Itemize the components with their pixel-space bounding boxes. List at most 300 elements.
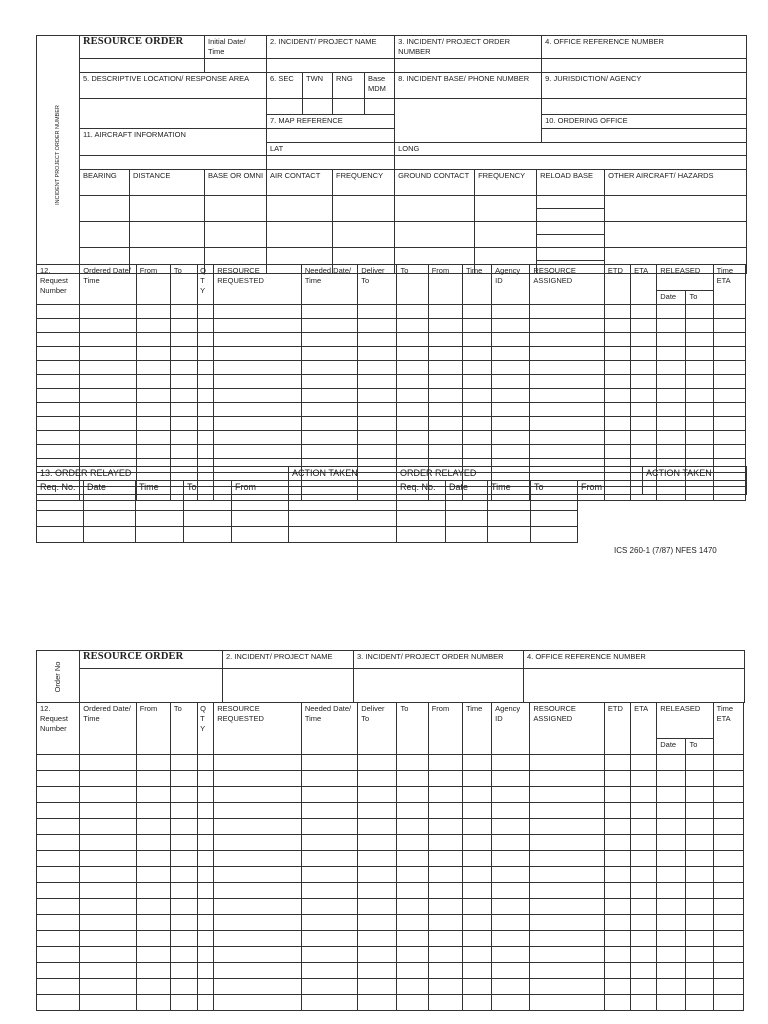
table-cell[interactable] (37, 375, 80, 389)
table-cell[interactable] (301, 803, 357, 819)
table-cell[interactable] (301, 319, 357, 333)
table-cell[interactable] (657, 899, 686, 915)
table-cell[interactable] (198, 389, 214, 403)
table-cell[interactable] (604, 995, 630, 1011)
table-cell[interactable] (80, 819, 136, 835)
table-cell[interactable] (301, 931, 357, 947)
table-cell[interactable] (531, 511, 578, 527)
table-cell[interactable] (713, 431, 745, 445)
table-cell[interactable] (713, 947, 743, 963)
table-cell[interactable] (492, 403, 530, 417)
table-cell[interactable] (170, 963, 197, 979)
table-cell[interactable] (80, 979, 136, 995)
table-cell[interactable] (198, 931, 214, 947)
table-cell[interactable] (446, 527, 488, 543)
table-cell[interactable] (184, 495, 232, 511)
table-cell[interactable] (397, 511, 446, 527)
table-cell[interactable] (358, 319, 397, 333)
table-cell[interactable] (713, 915, 743, 931)
table-cell[interactable] (713, 445, 745, 459)
table-cell[interactable] (37, 445, 80, 459)
table-cell[interactable] (170, 305, 197, 319)
form2-title-field[interactable] (80, 669, 223, 703)
table-cell[interactable] (170, 389, 197, 403)
table-cell[interactable] (428, 931, 462, 947)
table-cell[interactable] (604, 867, 630, 883)
table-cell[interactable] (170, 915, 197, 931)
table-cell[interactable] (214, 851, 302, 867)
table-cell[interactable] (84, 495, 136, 511)
table-cell[interactable] (428, 883, 462, 899)
table-cell[interactable] (198, 771, 214, 787)
table-cell[interactable] (492, 305, 530, 319)
table-cell[interactable] (397, 867, 428, 883)
table-cell[interactable] (397, 947, 428, 963)
table-cell[interactable] (686, 867, 713, 883)
table-cell[interactable] (214, 305, 302, 319)
table-cell[interactable] (214, 979, 302, 995)
table-cell[interactable] (462, 361, 491, 375)
table-cell[interactable] (37, 803, 80, 819)
frequency2-field[interactable] (475, 222, 537, 248)
table-cell[interactable] (488, 527, 531, 543)
table-cell[interactable] (136, 375, 170, 389)
table-cell[interactable] (136, 511, 184, 527)
table-cell[interactable] (80, 947, 136, 963)
table-cell[interactable] (462, 915, 491, 931)
table-cell[interactable] (686, 851, 713, 867)
table-cell[interactable] (631, 915, 657, 931)
table-cell[interactable] (604, 931, 630, 947)
table-cell[interactable] (136, 431, 170, 445)
table-cell[interactable] (37, 431, 80, 445)
table-cell[interactable] (631, 431, 657, 445)
table-cell[interactable] (492, 375, 530, 389)
table-cell[interactable] (462, 771, 491, 787)
table-cell[interactable] (37, 947, 80, 963)
table-cell[interactable] (492, 867, 530, 883)
table-cell[interactable] (428, 787, 462, 803)
table-cell[interactable] (488, 511, 531, 527)
table-cell[interactable] (604, 403, 630, 417)
table-cell[interactable] (198, 819, 214, 835)
table-cell[interactable] (37, 511, 84, 527)
twn-field[interactable] (303, 99, 333, 115)
table-cell[interactable] (492, 787, 530, 803)
table-cell[interactable] (170, 931, 197, 947)
table-cell[interactable] (530, 771, 605, 787)
title-field[interactable] (80, 59, 205, 73)
table-cell[interactable] (492, 851, 530, 867)
table-cell[interactable] (184, 511, 232, 527)
table-cell[interactable] (214, 375, 302, 389)
table-cell[interactable] (170, 375, 197, 389)
table-cell[interactable] (358, 995, 397, 1011)
table-cell[interactable] (214, 995, 302, 1011)
table-cell[interactable] (530, 835, 605, 851)
table-cell[interactable] (713, 787, 743, 803)
table-cell[interactable] (232, 495, 289, 511)
table-cell[interactable] (358, 755, 397, 771)
table-cell[interactable] (492, 417, 530, 431)
table-cell[interactable] (462, 803, 491, 819)
table-cell[interactable] (604, 947, 630, 963)
table-cell[interactable] (80, 417, 136, 431)
table-cell[interactable] (631, 819, 657, 835)
table-cell[interactable] (80, 915, 136, 931)
table-cell[interactable] (301, 819, 357, 835)
table-cell[interactable] (657, 305, 686, 319)
table-cell[interactable] (631, 803, 657, 819)
table-cell[interactable] (686, 403, 713, 417)
bearing-field[interactable] (80, 222, 130, 248)
table-cell[interactable] (462, 403, 491, 417)
table-cell[interactable] (631, 787, 657, 803)
table-cell[interactable] (446, 495, 488, 511)
table-cell[interactable] (631, 347, 657, 361)
table-cell[interactable] (604, 787, 630, 803)
table-cell[interactable] (136, 979, 170, 995)
table-cell[interactable] (37, 305, 80, 319)
table-cell[interactable] (428, 305, 462, 319)
table-cell[interactable] (170, 883, 197, 899)
ground-contact-field[interactable] (395, 196, 475, 222)
table-cell[interactable] (80, 963, 136, 979)
table-cell[interactable] (397, 333, 428, 347)
table-cell[interactable] (492, 995, 530, 1011)
base-or-omni-field[interactable] (205, 196, 267, 222)
table-cell[interactable] (80, 319, 136, 333)
table-cell[interactable] (37, 915, 80, 931)
table-cell[interactable] (80, 899, 136, 915)
base-or-omni-field[interactable] (205, 222, 267, 248)
table-cell[interactable] (37, 867, 80, 883)
table-cell[interactable] (604, 899, 630, 915)
table-cell[interactable] (492, 319, 530, 333)
table-cell[interactable] (37, 319, 80, 333)
table-cell[interactable] (530, 947, 605, 963)
table-cell[interactable] (686, 899, 713, 915)
table-cell[interactable] (358, 347, 397, 361)
table-cell[interactable] (170, 403, 197, 417)
table-cell[interactable] (631, 979, 657, 995)
table-cell[interactable] (428, 851, 462, 867)
form2-office-reference-field[interactable] (524, 669, 745, 703)
table-cell[interactable] (37, 819, 80, 835)
table-cell[interactable] (198, 963, 214, 979)
table-cell[interactable] (428, 375, 462, 389)
base-mdm-field[interactable] (365, 99, 395, 115)
table-cell[interactable] (428, 361, 462, 375)
table-cell[interactable] (604, 445, 630, 459)
table-cell[interactable] (397, 375, 428, 389)
table-cell[interactable] (428, 995, 462, 1011)
table-cell[interactable] (37, 835, 80, 851)
frequency-field[interactable] (333, 222, 395, 248)
table-cell[interactable] (80, 995, 136, 1011)
table-cell[interactable] (301, 389, 357, 403)
table-cell[interactable] (358, 305, 397, 319)
table-cell[interactable] (397, 835, 428, 851)
table-cell[interactable] (604, 431, 630, 445)
table-cell[interactable] (657, 835, 686, 851)
table-cell[interactable] (713, 995, 743, 1011)
table-cell[interactable] (84, 511, 136, 527)
table-cell[interactable] (713, 931, 743, 947)
table-cell[interactable] (492, 347, 530, 361)
table-cell[interactable] (530, 979, 605, 995)
table-cell[interactable] (530, 931, 605, 947)
form2-incident-name-field[interactable] (223, 669, 354, 703)
table-cell[interactable] (358, 803, 397, 819)
table-cell[interactable] (713, 403, 745, 417)
table-cell[interactable] (462, 305, 491, 319)
table-cell[interactable] (657, 931, 686, 947)
table-cell[interactable] (214, 389, 302, 403)
table-cell[interactable] (397, 803, 428, 819)
table-cell[interactable] (358, 979, 397, 995)
table-cell[interactable] (397, 319, 428, 333)
table-cell[interactable] (37, 389, 80, 403)
table-cell[interactable] (136, 867, 170, 883)
table-cell[interactable] (232, 527, 289, 543)
table-cell[interactable] (657, 417, 686, 431)
table-cell[interactable] (657, 347, 686, 361)
table-cell[interactable] (530, 963, 605, 979)
table-cell[interactable] (170, 979, 197, 995)
table-cell[interactable] (37, 347, 80, 361)
table-cell[interactable] (214, 899, 302, 915)
table-cell[interactable] (462, 375, 491, 389)
table-cell[interactable] (80, 755, 136, 771)
table-cell[interactable] (214, 947, 302, 963)
table-cell[interactable] (686, 431, 713, 445)
distance-field[interactable] (130, 222, 205, 248)
table-cell[interactable] (462, 445, 491, 459)
table-cell[interactable] (358, 963, 397, 979)
table-cell[interactable] (80, 771, 136, 787)
frequency-field[interactable] (333, 196, 395, 222)
table-cell[interactable] (428, 445, 462, 459)
table-cell[interactable] (358, 771, 397, 787)
jurisdiction-agency-field[interactable] (542, 99, 747, 115)
table-cell[interactable] (657, 995, 686, 1011)
table-cell[interactable] (604, 347, 630, 361)
table-cell[interactable] (397, 979, 428, 995)
table-cell[interactable] (136, 915, 170, 931)
table-cell[interactable] (492, 819, 530, 835)
table-cell[interactable] (136, 787, 170, 803)
table-cell[interactable] (358, 931, 397, 947)
table-cell[interactable] (462, 899, 491, 915)
table-cell[interactable] (530, 755, 605, 771)
table-cell[interactable] (198, 319, 214, 333)
table-cell[interactable] (428, 319, 462, 333)
table-cell[interactable] (492, 915, 530, 931)
table-cell[interactable] (492, 835, 530, 851)
table-cell[interactable] (301, 883, 357, 899)
table-cell[interactable] (214, 347, 302, 361)
table-cell[interactable] (604, 883, 630, 899)
table-cell[interactable] (530, 389, 605, 403)
table-cell[interactable] (428, 333, 462, 347)
table-cell[interactable] (397, 445, 428, 459)
table-cell[interactable] (80, 445, 136, 459)
table-cell[interactable] (530, 899, 605, 915)
table-cell[interactable] (136, 445, 170, 459)
table-cell[interactable] (631, 995, 657, 1011)
table-cell[interactable] (37, 899, 80, 915)
table-cell[interactable] (492, 389, 530, 403)
table-cell[interactable] (80, 333, 136, 347)
table-cell[interactable] (301, 851, 357, 867)
table-cell[interactable] (301, 375, 357, 389)
table-cell[interactable] (37, 787, 80, 803)
table-cell[interactable] (462, 431, 491, 445)
table-cell[interactable] (657, 445, 686, 459)
table-cell[interactable] (170, 803, 197, 819)
table-cell[interactable] (80, 347, 136, 361)
table-cell[interactable] (428, 431, 462, 445)
other-aircraft-field[interactable] (605, 196, 747, 222)
table-cell[interactable] (301, 899, 357, 915)
table-cell[interactable] (214, 915, 302, 931)
action-taken2-field[interactable] (643, 481, 747, 495)
table-cell[interactable] (686, 787, 713, 803)
table-cell[interactable] (686, 771, 713, 787)
table-cell[interactable] (657, 819, 686, 835)
initial-date-time-field[interactable] (205, 59, 267, 73)
table-cell[interactable] (136, 527, 184, 543)
table-cell[interactable] (462, 319, 491, 333)
table-cell[interactable] (170, 361, 197, 375)
table-cell[interactable] (301, 347, 357, 361)
table-cell[interactable] (428, 979, 462, 995)
table-cell[interactable] (713, 347, 745, 361)
table-cell[interactable] (686, 915, 713, 931)
table-cell[interactable] (686, 931, 713, 947)
table-cell[interactable] (358, 851, 397, 867)
table-cell[interactable] (657, 403, 686, 417)
table-cell[interactable] (301, 305, 357, 319)
table-cell[interactable] (397, 361, 428, 375)
table-cell[interactable] (136, 333, 170, 347)
table-cell[interactable] (713, 417, 745, 431)
table-cell[interactable] (214, 835, 302, 851)
table-cell[interactable] (214, 787, 302, 803)
table-cell[interactable] (397, 851, 428, 867)
table-cell[interactable] (657, 851, 686, 867)
ground-contact-field[interactable] (395, 222, 475, 248)
table-cell[interactable] (170, 319, 197, 333)
table-cell[interactable] (170, 333, 197, 347)
table-cell[interactable] (358, 883, 397, 899)
table-cell[interactable] (428, 819, 462, 835)
table-cell[interactable] (686, 445, 713, 459)
table-cell[interactable] (631, 319, 657, 333)
table-cell[interactable] (37, 851, 80, 867)
table-cell[interactable] (358, 333, 397, 347)
table-cell[interactable] (301, 445, 357, 459)
table-cell[interactable] (214, 417, 302, 431)
table-cell[interactable] (170, 851, 197, 867)
table-cell[interactable] (80, 431, 136, 445)
table-cell[interactable] (530, 375, 605, 389)
table-cell[interactable] (686, 995, 713, 1011)
table-cell[interactable] (358, 819, 397, 835)
table-cell[interactable] (170, 947, 197, 963)
table-cell[interactable] (80, 883, 136, 899)
table-cell[interactable] (170, 819, 197, 835)
table-cell[interactable] (80, 835, 136, 851)
table-cell[interactable] (604, 417, 630, 431)
table-cell[interactable] (80, 803, 136, 819)
table-cell[interactable] (198, 835, 214, 851)
incident-base-phone-field[interactable] (395, 99, 542, 143)
table-cell[interactable] (214, 333, 302, 347)
table-cell[interactable] (397, 899, 428, 915)
table-cell[interactable] (397, 963, 428, 979)
table-cell[interactable] (198, 375, 214, 389)
table-cell[interactable] (631, 835, 657, 851)
table-cell[interactable] (657, 755, 686, 771)
table-cell[interactable] (136, 883, 170, 899)
table-cell[interactable] (686, 305, 713, 319)
table-cell[interactable] (136, 851, 170, 867)
table-cell[interactable] (136, 305, 170, 319)
table-cell[interactable] (358, 431, 397, 445)
table-cell[interactable] (170, 755, 197, 771)
table-cell[interactable] (713, 389, 745, 403)
table-cell[interactable] (80, 787, 136, 803)
table-cell[interactable] (530, 347, 605, 361)
table-cell[interactable] (604, 803, 630, 819)
table-cell[interactable] (397, 347, 428, 361)
table-cell[interactable] (631, 361, 657, 375)
table-cell[interactable] (631, 883, 657, 899)
table-cell[interactable] (657, 431, 686, 445)
table-cell[interactable] (631, 851, 657, 867)
table-cell[interactable] (492, 963, 530, 979)
table-cell[interactable] (397, 771, 428, 787)
table-cell[interactable] (301, 867, 357, 883)
table-cell[interactable] (604, 979, 630, 995)
table-cell[interactable] (84, 527, 136, 543)
table-cell[interactable] (492, 445, 530, 459)
table-cell[interactable] (462, 883, 491, 899)
table-cell[interactable] (136, 755, 170, 771)
table-cell[interactable] (492, 333, 530, 347)
table-cell[interactable] (462, 835, 491, 851)
table-cell[interactable] (631, 445, 657, 459)
table-cell[interactable] (37, 333, 80, 347)
table-cell[interactable] (462, 347, 491, 361)
table-cell[interactable] (136, 803, 170, 819)
table-cell[interactable] (530, 819, 605, 835)
incident-project-name-field[interactable] (267, 59, 395, 73)
descriptive-location-field[interactable] (80, 99, 267, 129)
table-cell[interactable] (397, 527, 446, 543)
table-cell[interactable] (136, 995, 170, 1011)
table-cell[interactable] (289, 495, 397, 511)
table-cell[interactable] (657, 947, 686, 963)
bearing-field[interactable] (80, 196, 130, 222)
table-cell[interactable] (488, 495, 531, 511)
table-cell[interactable] (530, 417, 605, 431)
table-cell[interactable] (462, 851, 491, 867)
table-cell[interactable] (631, 963, 657, 979)
table-cell[interactable] (604, 819, 630, 835)
